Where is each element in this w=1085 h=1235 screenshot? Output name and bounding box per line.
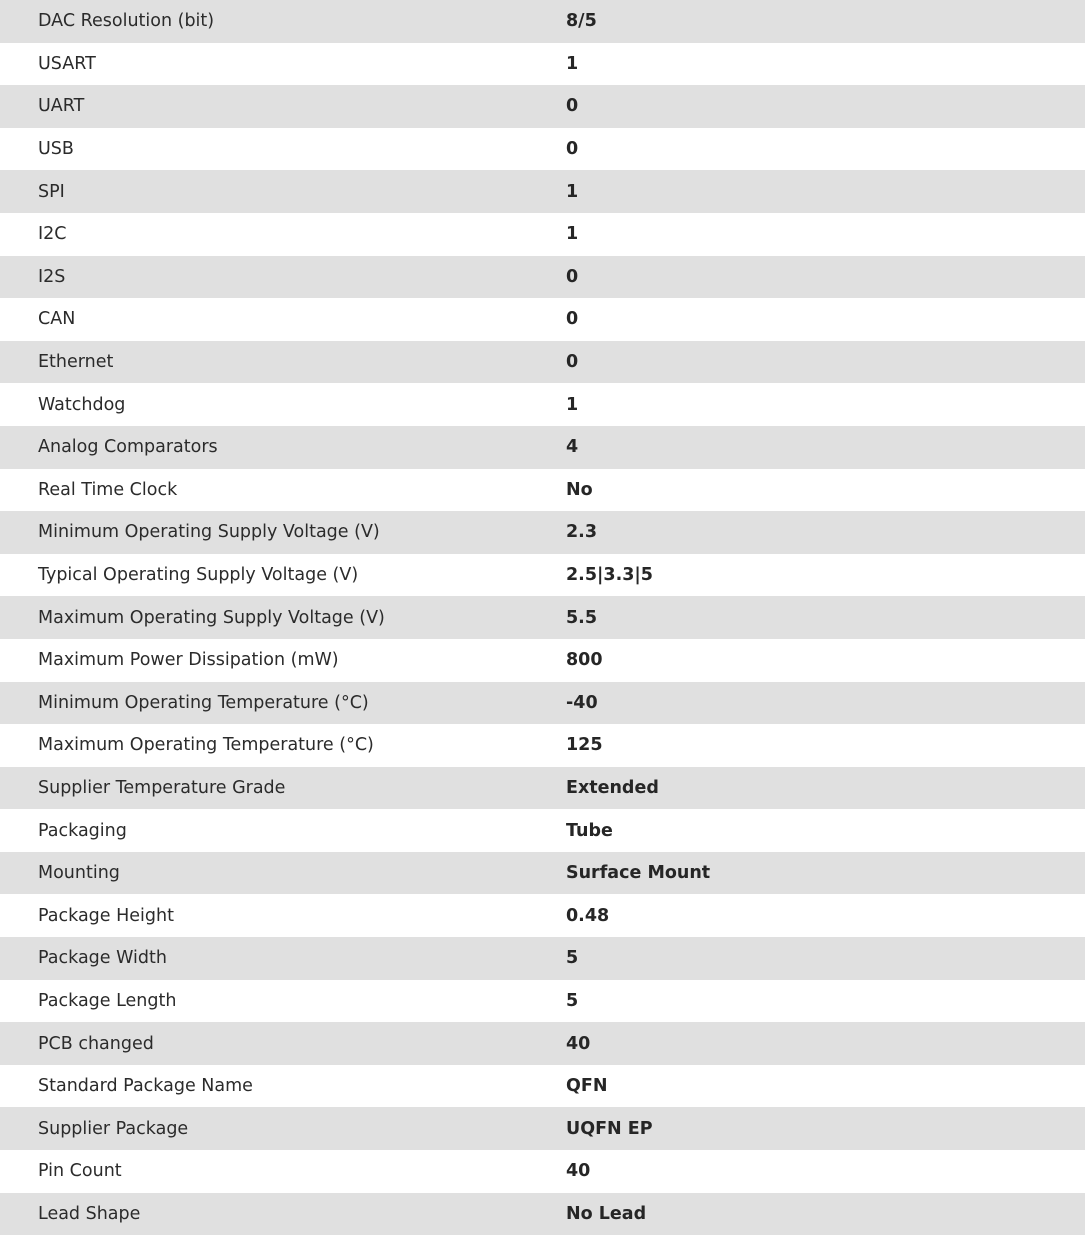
spec-label: Package Height [38,905,174,926]
spec-row-packaging [0,809,1085,852]
spec-row-package-length [0,980,1085,1023]
spec-label: DAC Resolution (bit) [38,11,215,32]
spec-label: Maximum Operating Supply Voltage (V) [38,607,385,628]
spec-label: Maximum Power Dissipation (mW) [38,650,339,671]
spec-value: 2.3 [566,522,598,543]
spec-value: 0 [566,309,579,330]
spec-row-watchdog [0,383,1085,426]
spec-label: Minimum Operating Supply Voltage (V) [38,522,380,543]
spec-label: Mounting [38,863,120,884]
spec-value: 1 [566,53,579,74]
spec-value: 1 [566,224,579,245]
spec-label: Analog Comparators [38,437,218,458]
spec-label: I2C [38,224,67,245]
spec-row-temperature-grade [0,767,1085,810]
spec-label: Supplier Package [38,1118,189,1139]
spec-label: Packaging [38,820,127,841]
spec-row-usart [0,43,1085,86]
spec-value: Surface Mount [566,863,711,884]
spec-label: Package Width [38,948,167,969]
spec-label: Pin Count [38,1161,122,1182]
spec-value: 0 [566,352,579,373]
spec-row-uart [0,85,1085,128]
spec-value: 1 [566,394,579,415]
spec-label: Typical Operating Supply Voltage (V) [38,565,359,586]
spec-label: Lead Shape [38,1203,141,1224]
spec-value: 1 [566,181,579,202]
spec-row-pin-count [0,1150,1085,1193]
spec-row-standard-package-name [0,1065,1085,1108]
spec-label: I2S [38,266,66,287]
spec-row-mounting [0,852,1085,895]
spec-value: 5 [566,990,579,1011]
spec-label: CAN [38,309,76,330]
spec-row-dac-resolution [0,0,1085,43]
spec-value: 4 [566,437,579,458]
spec-value: QFN [566,1076,608,1097]
spec-row-max-supply-voltage [0,596,1085,639]
spec-row-analog-comparators [0,426,1085,469]
spec-row-usb [0,128,1085,171]
spec-label: Supplier Temperature Grade [38,777,286,798]
spec-value: UQFN EP [566,1118,653,1139]
spec-label: Minimum Operating Temperature (°C) [38,692,369,713]
spec-row-can [0,298,1085,341]
spec-label: Ethernet [38,352,114,373]
spec-label: USB [38,139,74,160]
spec-value: 0 [566,266,579,287]
spec-value: 5 [566,948,579,969]
spec-label: Standard Package Name [38,1076,253,1097]
spec-label: USART [38,53,96,74]
spec-row-ethernet [0,341,1085,384]
spec-row-max-power-dissipation [0,639,1085,682]
spec-value: 0.48 [566,905,610,926]
spec-row-i2s [0,256,1085,299]
spec-row-i2c [0,213,1085,256]
spec-row-typ-supply-voltage [0,554,1085,597]
spec-row-min-temperature [0,682,1085,725]
spec-row-min-supply-voltage [0,511,1085,554]
spec-value: 40 [566,1161,591,1182]
spec-row-package-width [0,937,1085,980]
spec-row-package-height [0,894,1085,937]
spec-row-max-temperature [0,724,1085,767]
spec-value: 125 [566,735,603,756]
spec-label: SPI [38,181,65,202]
spec-value: 0 [566,96,579,117]
spec-label: Watchdog [38,394,126,415]
spec-label: Package Length [38,990,177,1011]
spec-value: No [566,479,593,500]
spec-label: PCB changed [38,1033,154,1054]
spec-row-supplier-package [0,1107,1085,1150]
spec-value: Tube [566,820,613,841]
spec-row-real-time-clock [0,469,1085,512]
spec-row-spi [0,170,1085,213]
spec-row-pcb-changed [0,1022,1085,1065]
spec-value: 800 [566,650,603,671]
spec-value: 40 [566,1033,591,1054]
spec-row-lead-shape [0,1193,1085,1235]
spec-value: -40 [566,692,598,713]
spec-value: No Lead [566,1203,647,1224]
spec-value: 5.5 [566,607,598,628]
spec-value: 2.5|3.3|5 [566,565,653,586]
spec-label: Real Time Clock [38,479,178,500]
spec-value: 0 [566,139,579,160]
spec-value: 8/5 [566,11,597,32]
spec-label: UART [38,96,85,117]
spec-label: Maximum Operating Temperature (°C) [38,735,374,756]
spec-value: Extended [566,777,659,798]
